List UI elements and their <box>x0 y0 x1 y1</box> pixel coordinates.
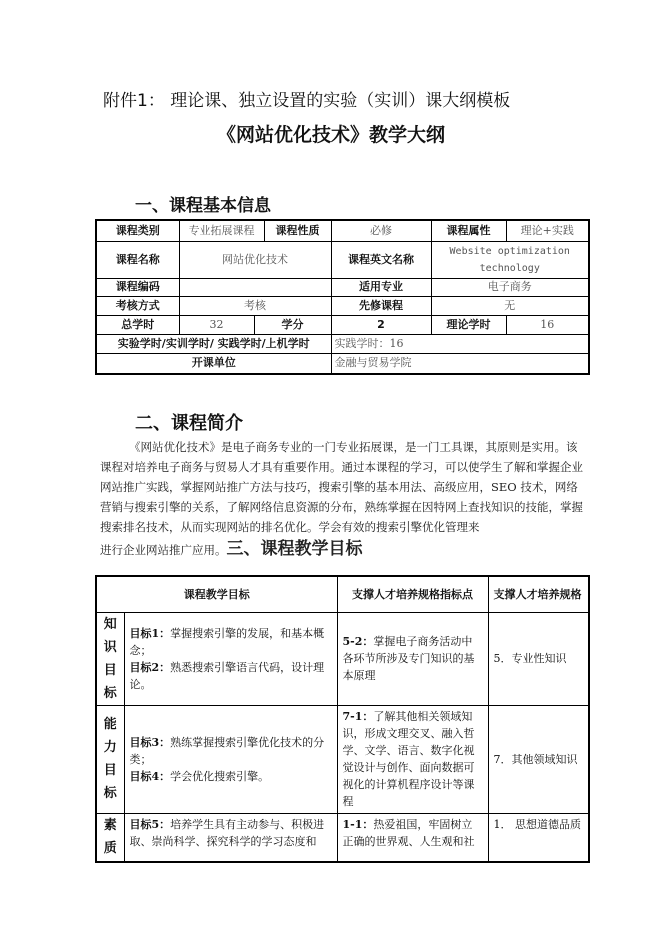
section3-heading: 三、课程教学目标 <box>226 539 363 559</box>
goal-text: 熟悉搜索引擎语言代码，设计理论。 <box>129 660 325 691</box>
goal-text: 学会优化搜索引擎。 <box>170 769 270 783</box>
goal-category: 知识目标 <box>103 616 117 701</box>
header-spec: 支撑人才培养规格 <box>488 576 589 612</box>
table-row <box>96 813 589 862</box>
label: 学分 <box>254 315 331 334</box>
value: Website optimization technology <box>431 241 589 278</box>
goal-category: 能力目标 <box>103 717 117 801</box>
value: 32 <box>179 315 254 334</box>
goal-text: 培养学生具有主动参与、积极进取、崇尚科学、探究科学的学习态度和 <box>129 817 325 848</box>
goal-label: 目标2： <box>129 660 171 674</box>
label: 考核方式 <box>96 296 179 315</box>
table-row <box>96 612 589 705</box>
label: 先修课程 <box>331 296 431 315</box>
value <box>179 278 331 296</box>
point-label: 5-2： <box>342 635 374 648</box>
value: 16 <box>506 315 589 334</box>
spec: 7．其他领域知识 <box>488 705 589 813</box>
label: 适用专业 <box>331 278 431 296</box>
goal-text: 掌握搜索引擎的发展，和基本概念； <box>129 626 325 657</box>
label: 课程名称 <box>96 241 179 278</box>
goal-label: 目标5： <box>129 817 171 831</box>
header-goals: 课程教学目标 <box>96 576 337 612</box>
value: 实践学时：16 <box>331 334 589 353</box>
intro-last-line: 进行企业网站推广应用。 <box>100 543 227 557</box>
course-info-table <box>95 219 590 375</box>
value: 必修 <box>331 220 431 241</box>
value: 专业拓展课程 <box>179 220 264 241</box>
header-points: 支撑人才培养规格指标点 <box>337 576 488 612</box>
point-label: 7-1： <box>342 710 374 723</box>
label: 课程类别 <box>96 220 179 241</box>
table-row <box>96 705 589 813</box>
point-label: 1-1： <box>342 817 374 831</box>
section2-heading: 二、课程简介 <box>135 413 243 434</box>
point-text: 热爱祖国，牢固树立正确的世界观、人生观和社 <box>342 817 475 848</box>
label: 理论学时 <box>431 315 506 334</box>
document-title: 《网站优化技术》教学大纲 <box>216 124 445 146</box>
label: 总学时 <box>96 315 179 334</box>
goal-category: 素质 <box>103 817 117 856</box>
value: 考核 <box>179 296 331 315</box>
attachment-heading: 附件1： 理论课、独立设置的实验（实训）课大纲模板 <box>103 91 511 111</box>
point-text: 了解其他相关领域知识，形成文理交叉、融入哲学、文学、语言、数字化视觉设计与创作、面向数据可视化的计算机程序设计等课程 <box>342 710 475 808</box>
value: 电子商务 <box>431 278 589 296</box>
section1-heading: 一、课程基本信息 <box>135 196 271 216</box>
course-intro <box>100 437 588 560</box>
goal-label: 目标1： <box>129 626 171 640</box>
point-text: 掌握电子商务活动中各环节所涉及专门知识的基本原理 <box>342 635 475 682</box>
goal-text: 熟练掌握搜索引擎优化技术的分类； <box>129 735 325 766</box>
intro-paragraph: 《网站优化技术》是电子商务专业的一门专业拓展课，是一门工具课，其原则是实用。该课程对培养电子商务与贸易人才具有重要作用。通过本课程的学习，可以使学生了解和掌握企业网站推广实践，掌握网站推广方法与技巧，搜索引擎的基本用法、高级应用，SEO 技术，网络营销与搜索引擎的关系，了解网络信息资源的分布，熟练掌握在因特网上查找知识的技能，掌握搜索排名技术，从而实现网站的排名优化。学会有效的搜索引擎优化管理来 <box>100 440 583 534</box>
label: 课程英文名称 <box>331 241 431 278</box>
value: 理论+实践 <box>506 220 589 241</box>
label: 课程性质 <box>264 220 331 241</box>
spec: 5．专业性知识 <box>488 612 589 705</box>
label: 课程编码 <box>96 278 179 296</box>
value: 无 <box>431 296 589 315</box>
goal-label: 目标3： <box>129 735 171 749</box>
value: 网站优化技术 <box>179 241 331 278</box>
teaching-goals-table <box>95 575 590 863</box>
value: 金融与贸易学院 <box>331 353 589 374</box>
value: 2 <box>331 315 431 334</box>
label: 课程属性 <box>431 220 506 241</box>
label: 实验学时/实训学时/ 实践学时/上机学时 <box>96 334 331 353</box>
label: 开课单位 <box>96 353 331 374</box>
spec: 1． 思想道德品质 <box>488 813 589 862</box>
goal-label: 目标4： <box>129 769 171 783</box>
